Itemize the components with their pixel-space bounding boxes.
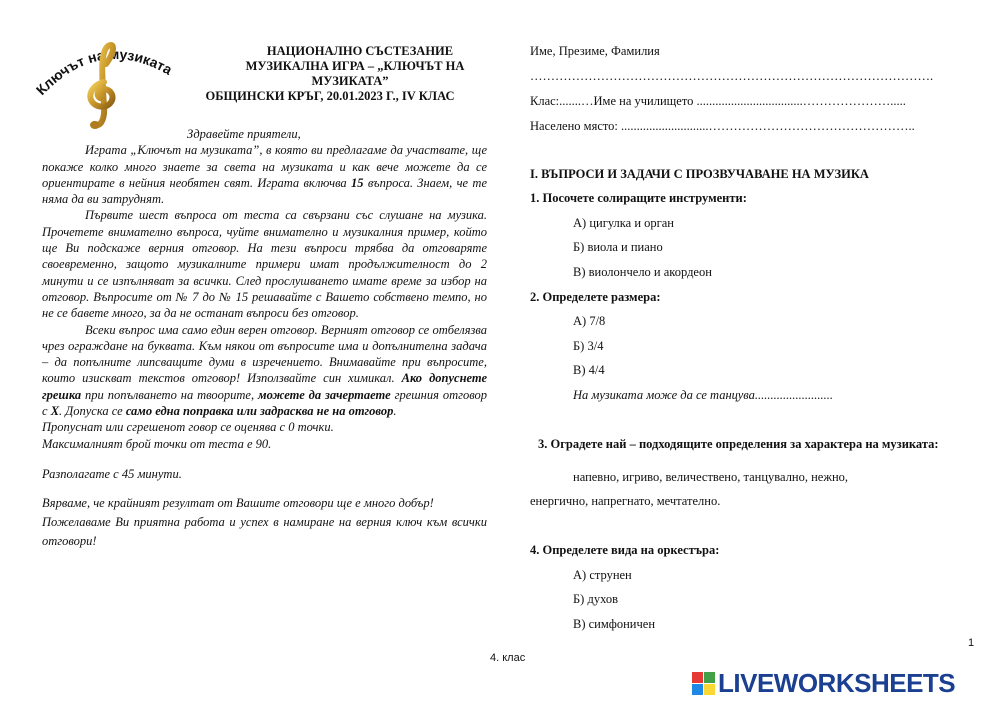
q1-option-a[interactable]: А) цигулка и орган: [573, 216, 674, 230]
q3-options-line-1[interactable]: напевно, игриво, величествено, танцувално, нежно,: [573, 470, 849, 484]
wish-2: Пожелаваме Ви приятна работа и успех в намиране на верния ключ към всички отговори!: [42, 515, 487, 549]
place-field[interactable]: Населено място: ............................…………………………………………..: [530, 119, 915, 133]
p3-text-a: Всеки въпрос има само един верен отговор. Верният отговор се отбелязва чрез ограждане на буквата. Към някои от въпросите има и допълнителна задача – да попълните липсващите думи в изречението. Внимавайте при въпросите, които изискват текстов отговор! Използвайте син химикал.: [42, 322, 487, 386]
question-2: 2. Определете размера:: [530, 290, 661, 304]
question-1: 1. Посочете солиращите инструменти:: [530, 191, 747, 205]
logo-arc-text: Ключът на музиката: [32, 45, 175, 98]
question-4: 4. Определете вида на оркестъра:: [530, 543, 720, 557]
q3-options-line-2[interactable]: енергично, напрегнато, мечтателно.: [530, 494, 721, 508]
q4-option-c[interactable]: В) симфоничен: [573, 617, 656, 631]
intro-paragraph-3: [42, 322, 487, 420]
intro-paragraph-2: Първите шест въпроса от теста са свързани със слушане на музика. Прочетете внимателно въпроса, чуйте внимателно и музикалния пример, който ще Ви подскаже верния отговор. На тези въпроси трябва да отговаряте своевременно, защото музикалните примери имат продължителност до 2 минути и се изпълняват за всички. След прослушването имате време за избор на отговор. Въпросите от № 7 до № 15 решавайте с Вашето собствено темпо, но не се бавете много, за да не останат въпроси без отговор.: [42, 208, 487, 321]
brand-text: LIVEWORKSHEETS: [718, 667, 956, 698]
class-school-field[interactable]: Клас:.......…Име на училището ..................................………………….....: [530, 94, 906, 108]
q1-option-b[interactable]: Б) виола и пиано: [573, 240, 663, 254]
p3-text-e: грешния отговор с: [42, 387, 488, 419]
header-line-3: МУЗИКАТА”: [311, 74, 389, 88]
intro-paragraph-1: [42, 142, 487, 207]
competition-header: [180, 44, 480, 104]
section-title: I. ВЪПРОСИ И ЗАДАЧИ С ПРОЗВУЧАВАНЕ НА МУЗИКА: [530, 167, 869, 181]
liveworksheets-logo-icon: [692, 672, 715, 695]
header-line-4: ОБЩИНСКИ КРЪГ, 20.01.2023 Г., IV КЛАС: [205, 89, 455, 103]
intro-p1-end: въпроса. Знаем, че те няма да ви затруднят.: [42, 175, 487, 207]
q4-option-b[interactable]: Б) духов: [573, 592, 619, 606]
p3-bold-f: Х: [50, 404, 60, 419]
time-limit: Разполагате с 45 минути.: [42, 466, 182, 481]
intro-p1-text: Играта „Ключът на музиката”, в която ви предлагаме да участвате, ще покаже колко много знаете за света на музиката и как вече можете да се ориентирате в нейния необятен свят. Играта включва: [42, 143, 487, 190]
name-field[interactable]: …………………………………………………………………………………….: [530, 69, 934, 83]
wish-1: Вярваме, че крайният резултат от Вашите отговори ще е много добър!: [42, 496, 434, 511]
logo-svg: [30, 36, 180, 136]
p3-text-i: .: [393, 404, 397, 419]
scoring-note: Пропуснат или сгрешенот говор се оценява с 0 точки.: [42, 420, 334, 435]
q2-option-b[interactable]: Б) 3/4: [573, 339, 604, 353]
logo: [30, 36, 180, 136]
p3-text-g: . Допуска се: [59, 404, 123, 419]
header-line-1: НАЦИОНАЛНО СЪСТЕЗАНИЕ: [266, 44, 454, 58]
instructions: [42, 126, 487, 551]
p3-bold-b: Ако допуснете грешка: [42, 371, 488, 402]
q2-option-c[interactable]: В) 4/4: [573, 363, 605, 377]
q2-option-a[interactable]: А) 7/8: [573, 314, 606, 328]
footer-class: 4. клас: [490, 652, 526, 664]
p3-text-c: при попълването на твоорите,: [85, 387, 255, 402]
header-line-2: МУЗИКАЛНА ИГРА – „КЛЮЧЪТ НА: [245, 59, 465, 73]
p3-bold-h: само една поправка или задрасква не на отговор: [125, 404, 394, 419]
max-points: Максималният брой точки от теста е 90.: [42, 436, 272, 451]
question-3: 3. Оградете най – подходящите определения за характера на музиката:: [538, 437, 939, 451]
q1-option-c[interactable]: В) виолончело и акордеон: [573, 265, 712, 279]
q2-fill-in[interactable]: На музиката може да се танцува.........................: [573, 388, 834, 402]
p3-bold-d: можете да зачертаете: [258, 387, 391, 402]
q4-option-a[interactable]: А) струнен: [573, 568, 632, 582]
question-count: 15: [351, 175, 364, 190]
liveworksheets-brand[interactable]: [692, 668, 955, 698]
name-label: Име, Презиме, Фамилия: [530, 44, 660, 58]
page-number: 1: [968, 637, 975, 649]
greeting: Здравейте приятели,: [187, 127, 301, 141]
